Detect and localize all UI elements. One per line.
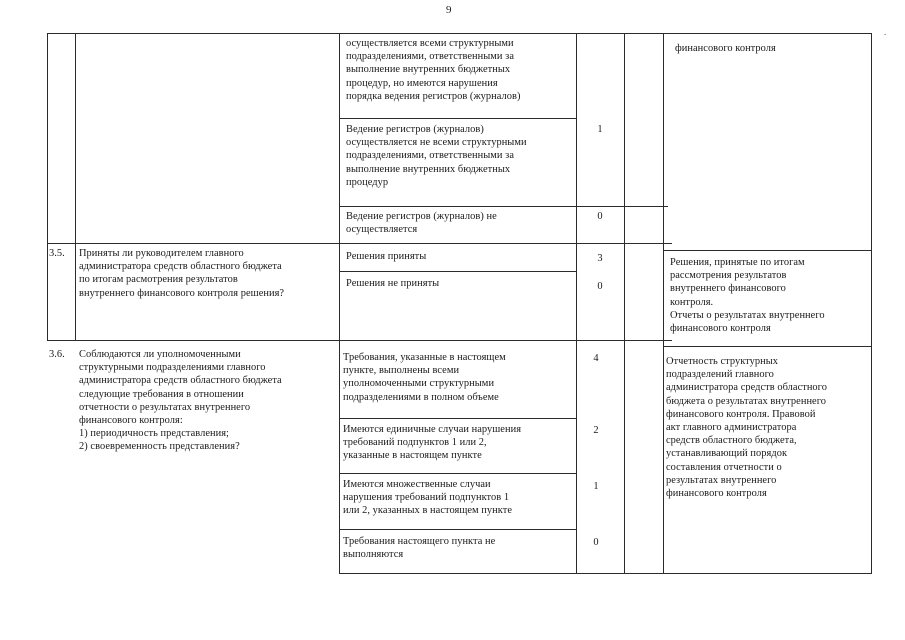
col-number-divider xyxy=(75,33,76,340)
answer-text: Требования, указанные в настоящем пункте, выполнены всеми уполномоченными структурными подразделениями в полном объеме xyxy=(343,352,506,403)
documents-text: Решения, принятые по итогам рассмотрения результатов внутреннего финансового контроля. Отчеты о результатах внутреннего финансового контроля xyxy=(670,257,825,335)
page-number: 9 xyxy=(446,4,452,16)
row-divider xyxy=(663,250,872,251)
answer-text: Требования настоящего пункта не выполняются xyxy=(343,536,496,561)
row-divider xyxy=(339,206,668,207)
answer-score: 1 xyxy=(593,481,599,492)
answer-score: 0 xyxy=(597,211,603,222)
table-top-border xyxy=(47,33,872,34)
col-score-divider xyxy=(624,33,625,573)
answer-text: осуществляется всеми структурными подразделениями, ответственными за выполнение внутренних бюджетных процедур, но имеются нарушения порядка ведения регистров (журналов) xyxy=(346,38,521,102)
row-divider xyxy=(339,118,576,119)
answer-score: 0 xyxy=(593,537,599,548)
documents-text: Отчетность структурных подразделений главного администратора средств областного бюджета о результатах внутреннего финансового контроля. Правовой акт главного администратора средств областного бюджета, устанавливающий порядок составления отчетности о результатах внутреннего финансового контроля xyxy=(666,356,827,500)
answer-score: 0 xyxy=(597,281,603,292)
row-divider xyxy=(339,529,576,530)
item-number: 3.5. xyxy=(49,248,65,259)
item-number: 3.6. xyxy=(49,349,65,360)
col-extra-divider xyxy=(663,33,664,573)
answer-text: Имеются единичные случаи нарушения требований подпунктов 1 или 2, указанные в настоящем пункте xyxy=(343,424,522,462)
answer-text: Имеются множественные случаи нарушения требований подпунктов 1 или 2, указанных в настоящем пункте xyxy=(343,479,512,517)
row-divider xyxy=(47,243,672,244)
row-divider xyxy=(339,473,576,474)
answer-text: Ведение регистров (журналов) осуществляется не всеми структурными подразделениями, ответственными за выполнение внутренних бюджетных процедур xyxy=(346,124,527,188)
answer-score: 1 xyxy=(597,124,603,135)
row-divider xyxy=(663,346,872,347)
documents-text: финансового контроля xyxy=(675,43,776,54)
answer-score: 2 xyxy=(593,425,599,436)
answer-score: 4 xyxy=(593,353,599,364)
answer-score: 3 xyxy=(597,253,603,264)
col-right-border xyxy=(871,33,872,573)
col-left-border xyxy=(47,33,48,340)
question-text: Соблюдаются ли уполномоченными структурными подразделениями главного администратора средств областного бюджета следующие требования в отношении отчетности о результатах внутреннего финансового контроля: 1) периодичность представления; 2) своевременность представления? xyxy=(79,349,282,453)
col-question-divider xyxy=(339,33,340,573)
row-divider xyxy=(47,340,672,341)
answer-text: Ведение регистров (журналов) не осуществляется xyxy=(346,211,497,236)
question-text: Приняты ли руководителем главного администратора средств областного бюджета по итогам расмотрения результатов внутреннего финансового контроля решения? xyxy=(79,248,285,299)
answer-text: Решения не приняты xyxy=(346,278,440,289)
row-divider xyxy=(339,271,576,272)
answer-text: Решения приняты xyxy=(346,251,427,262)
table-bottom-border xyxy=(339,573,872,574)
corner-mark: . xyxy=(884,27,887,37)
row-divider xyxy=(339,418,576,419)
